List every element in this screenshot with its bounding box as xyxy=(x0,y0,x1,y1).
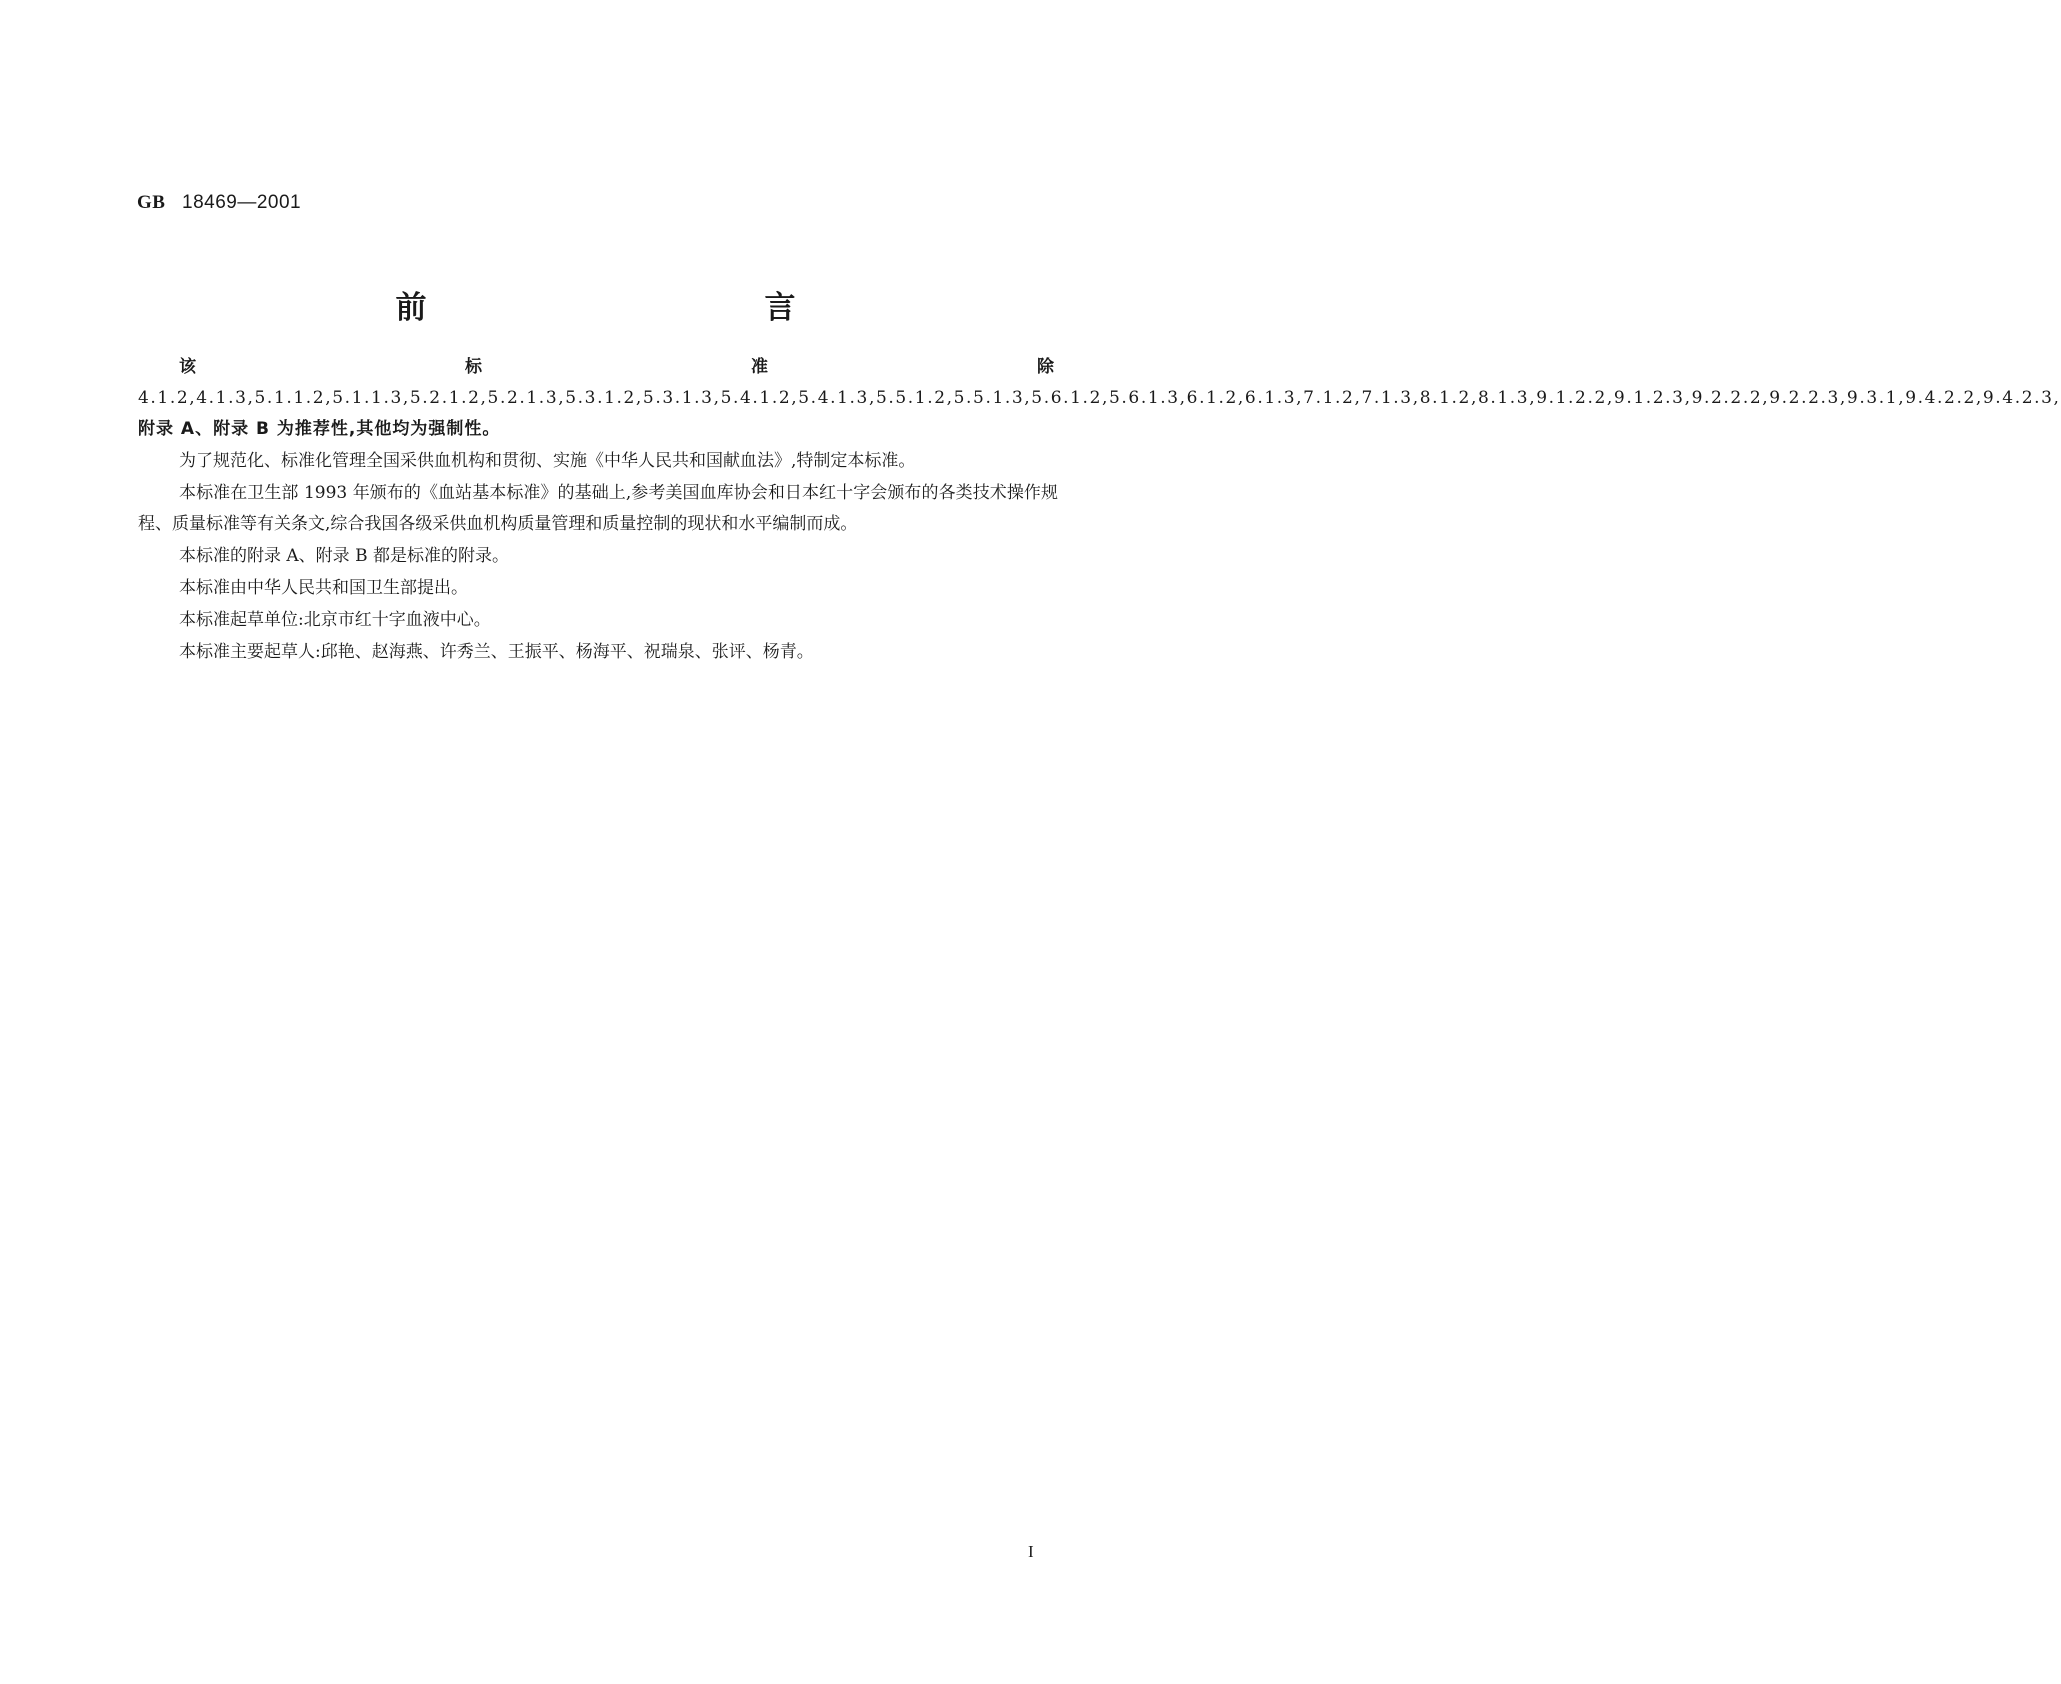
intro-tail: 附录 A、附录 B 为推荐性,其他均为强制性。 xyxy=(138,419,501,439)
paragraph-drafting-unit: 本标准起草单位:北京市红十字血液中心。 xyxy=(179,610,491,630)
standard-header xyxy=(137,191,301,214)
document-body xyxy=(138,352,2061,669)
paragraph-basis: 本标准在卫生部 1993 年颁布的《血站基本标准》的基础上,参考美国血库协会和日本红十字会颁布的各类技术操作规程、质量标准等有关条文,综合我国各级采供血机构质量管理和质量控制的现状和水平编制而成。 xyxy=(138,483,1058,534)
paragraph-appendix: 本标准的附录 A、附录 B 都是标准的附录。 xyxy=(179,546,509,566)
page-number: I xyxy=(1028,1542,1034,1561)
standard-number: 18469—2001 xyxy=(182,192,302,213)
paragraph-drafters: 本标准主要起草人:邱艳、赵海燕、许秀兰、王振平、杨海平、祝瑞泉、张评、杨青。 xyxy=(179,642,814,662)
paragraph-proposer: 本标准由中华人民共和国卫生部提出。 xyxy=(179,578,468,598)
paragraph-purpose: 为了规范化、标准化管理全国采供血机构和贯彻、实施《中华人民共和国献血法》,特制定本标准。 xyxy=(179,451,916,471)
intro-paragraph xyxy=(138,352,2061,445)
page-title: 前 言 xyxy=(395,290,888,326)
intro-lead: 该标准除 xyxy=(179,357,1058,377)
standard-code: GB xyxy=(137,192,166,213)
intro-clauses: 4.1.2,4.1.3,5.1.1.2,5.1.1.3,5.2.1.2,5.2.1.3,5.3.1.2,5.3.1.3,5.4.1.2,5.4.1.3,5.5.1.2,5.5.1.3,5.6.1.2,5.6.1.3,6.1.2,6.1.3,7.1.2,7.1.3,8.1.2,8.1.3,9.1.2.2,9.1.2.3,9.2.2.2,9.2.2.3,9.3.1,9.4.2.2,9.4.2.3, xyxy=(138,388,2061,408)
